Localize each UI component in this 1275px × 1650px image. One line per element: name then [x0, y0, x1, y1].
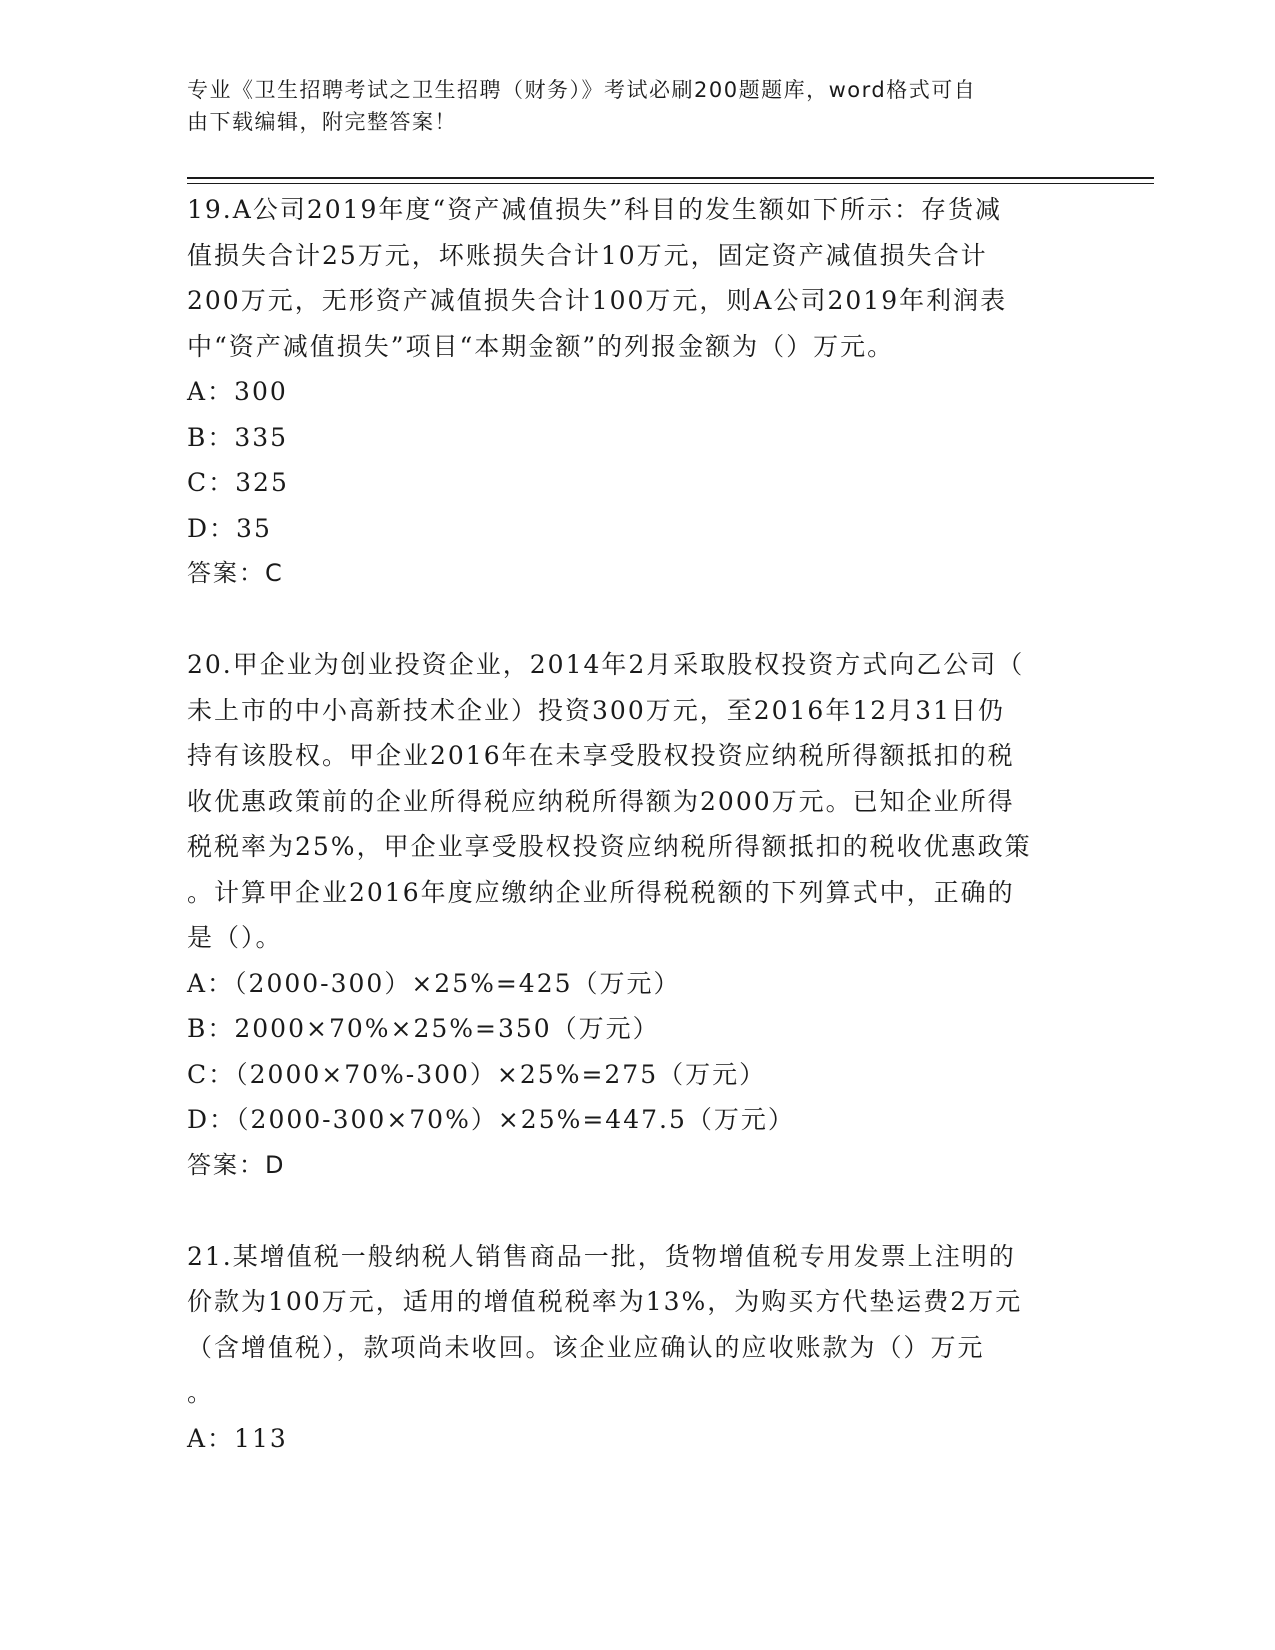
question-stem-line: 。计算甲企业2016年度应缴纳企业所得税税额的下列算式中，正确的 [187, 877, 1015, 907]
question-stem-line: 收优惠政策前的企业所得税应纳税所得额为2000万元。已知企业所得 [187, 786, 1015, 816]
question-stem-line: 价款为100万元，适用的增值税税率为13%，为购买方代垫运费2万元 [187, 1287, 1023, 1316]
answer: 答案：D [187, 1150, 286, 1179]
question-stem-line: 。 [187, 1378, 215, 1407]
question-stem-line: 中“资产减值损失”项目“本期金额”的列报金额为（）万元。 [187, 331, 895, 361]
question-stem-line: 值损失合计25万元，坏账损失合计10万元，固定资产减值损失合计 [187, 240, 988, 270]
question-spacer [187, 1188, 1087, 1234]
question-19 [187, 187, 1087, 597]
option-b: B：335 [187, 422, 289, 452]
header-line-2: 由下载编辑，附完整答案！ [187, 110, 457, 134]
option-a: A：113 [187, 1423, 288, 1453]
option-a: A：300 [187, 377, 288, 406]
question-stem-line: 税税率为25%，甲企业享受股权投资应纳税所得额抵扣的税收优惠政策 [187, 832, 1032, 861]
option-b: B：2000×70%×25%=350（万元） [187, 1014, 660, 1043]
question-stem-line: 是（）。 [187, 923, 283, 952]
question-stem-line: 20.甲企业为创业投资企业，2014年2月采取股权投资方式向乙公司（ [187, 650, 1025, 679]
header-divider-thick [187, 177, 1154, 179]
document-header [187, 74, 1067, 138]
question-stem-line: 19.A公司2019年度“资产减值损失”科目的发生额如下所示：存货减 [187, 195, 1002, 224]
option-d: D：35 [187, 513, 272, 543]
header-line-1: 专业《卫生招聘考试之卫生招聘（财务）》考试必刷200题题库，word格式可自 [187, 78, 977, 102]
answer: 答案：C [187, 559, 284, 587]
option-d: D：（2000-300×70%）×25%=447.5（万元） [187, 1105, 795, 1134]
header-divider-thin [187, 183, 1154, 184]
question-stem-line: （含增值税），款项尚未收回。该企业应确认的应收账款为（）万元 [187, 1332, 985, 1362]
question-stem-line: 200万元，无形资产减值损失合计100万元，则A公司2019年利润表 [187, 286, 1008, 315]
question-stem-line: 持有该股权。甲企业2016年在未享受股权投资应纳税所得额抵扣的税 [187, 741, 1015, 770]
question-stem-line: 21.某增值税一般纳税人销售商品一批，货物增值税专用发票上注明的 [187, 1241, 1016, 1271]
question-20 [187, 642, 1087, 1188]
question-21 [187, 1234, 1087, 1462]
option-c: C：（2000×70%-300）×25%=275（万元） [187, 1059, 767, 1089]
question-stem-line: 未上市的中小高新技术企业）投资300万元，至2016年12月31日仍 [187, 695, 1005, 725]
option-a: A：（2000-300）×25%=425（万元） [187, 968, 681, 998]
question-list [187, 187, 1087, 1461]
option-c: C：325 [187, 468, 289, 497]
question-spacer [187, 597, 1087, 643]
